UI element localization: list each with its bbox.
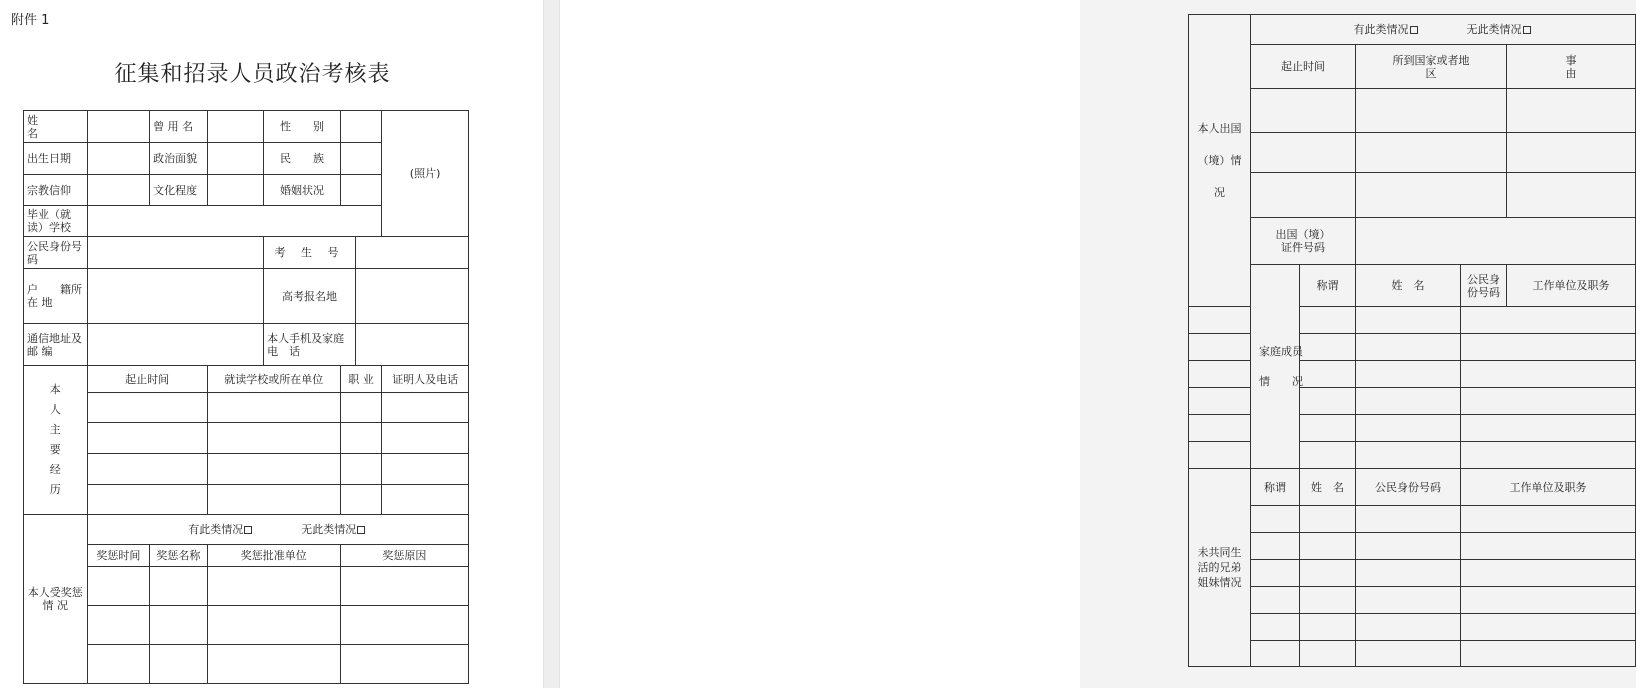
exp-period-header: 起止时间 <box>87 366 207 393</box>
member-work-header: 工作单位及职务 <box>1507 265 1636 307</box>
family-label: 家庭成员情 况 <box>1251 265 1300 469</box>
abroad-case-selector <box>1251 15 1636 45</box>
address-label: 通信地址及 邮 编 <box>24 324 88 366</box>
exam-number-label: 考 生 号 <box>264 237 356 269</box>
relation-header: 称谓 <box>1251 469 1300 506</box>
sibling-row <box>1189 533 1636 560</box>
experience-row <box>24 423 469 454</box>
hukou-field[interactable] <box>87 269 264 324</box>
award-label: 本人受奖惩 情 况 <box>24 515 88 684</box>
siblings-label: 未共同生活的兄弟姐妹情况 <box>1189 469 1251 667</box>
passport-label: 出国（境）证件号码 <box>1251 218 1356 265</box>
exp-witness-header: 证明人及电话 <box>382 366 469 393</box>
id-number-field[interactable] <box>87 237 264 269</box>
abroad-reason-header: 事由 <box>1507 45 1636 89</box>
award-unit-header: 奖惩批准单位 <box>207 545 340 567</box>
member-id-header: 公民身份号码 <box>1461 265 1507 307</box>
has-case-text: 有此类情况 <box>188 523 244 536</box>
marital-label: 婚姻状况 <box>264 175 341 206</box>
abroad-period-header: 起止时间 <box>1251 45 1356 89</box>
award-time-header: 奖惩时间 <box>87 545 150 567</box>
award-case-selector <box>87 515 468 545</box>
has-case-text: 有此类情况 <box>1353 23 1409 36</box>
gender-field[interactable] <box>340 111 381 143</box>
exam-place-field[interactable] <box>355 269 468 324</box>
exam-number-field[interactable] <box>355 237 468 269</box>
no-case-text: 无此类情况 <box>301 523 357 536</box>
experience-row <box>24 485 469 515</box>
marital-field[interactable] <box>340 175 381 206</box>
abroad-place-header: 所到国家或者地区 <box>1356 45 1507 89</box>
abroad-label: 本人出国（境）情况 <box>1189 15 1251 307</box>
school-field[interactable] <box>87 206 382 237</box>
political-status-field[interactable] <box>207 143 264 175</box>
sibling-row <box>1189 641 1636 667</box>
exp-school-header: 就读学校或所在单位 <box>207 366 340 393</box>
sibling-row <box>1189 506 1636 533</box>
education-field[interactable] <box>207 175 264 206</box>
political-status-label: 政治面貌 <box>150 143 208 175</box>
photo-box: (照片) <box>382 111 469 237</box>
exam-place-label: 高考报名地 <box>264 269 356 324</box>
award-reason-header: 奖惩原因 <box>340 545 468 567</box>
award-row <box>24 645 469 684</box>
gender-label: 性 别 <box>264 111 341 143</box>
has-case-checkbox[interactable] <box>1410 26 1418 34</box>
sibling-row <box>1189 614 1636 641</box>
member-work-header: 工作单位及职务 <box>1461 469 1636 506</box>
address-field[interactable] <box>87 324 264 366</box>
birth-date-field[interactable] <box>87 143 150 175</box>
phone-label: 本人手机及家庭 电 话 <box>264 324 356 366</box>
has-case-checkbox[interactable] <box>244 526 252 534</box>
hukou-label: 户 籍所 在 地 <box>24 269 88 324</box>
sibling-row <box>1189 560 1636 587</box>
award-name-header: 奖惩名称 <box>150 545 208 567</box>
political-review-form-part2 <box>1188 14 1636 667</box>
ethnicity-label: 民 族 <box>264 143 341 175</box>
religion-field[interactable] <box>87 175 150 206</box>
experience-row <box>24 454 469 485</box>
page-title: 征集和招录人员政治考核表 <box>114 62 391 87</box>
no-case-checkbox[interactable] <box>1523 26 1531 34</box>
former-name-label: 曾 用 名 <box>150 111 208 143</box>
school-label: 毕业（就读）学校 <box>24 206 88 237</box>
education-label: 文化程度 <box>150 175 208 206</box>
award-row <box>24 606 469 645</box>
relation-header: 称谓 <box>1300 265 1356 307</box>
member-name-header: 姓 名 <box>1300 469 1356 506</box>
no-case-checkbox[interactable] <box>357 526 365 534</box>
experience-label: 本人主要经历 <box>24 366 88 515</box>
experience-row <box>24 393 469 423</box>
phone-field[interactable] <box>355 324 468 366</box>
id-number-label: 公民身份号 码 <box>24 237 88 269</box>
attachment-label: 附件 1 <box>11 13 50 28</box>
no-case-text: 无此类情况 <box>1466 23 1522 36</box>
ethnicity-field[interactable] <box>340 143 381 175</box>
sibling-row <box>1189 587 1636 614</box>
page-left <box>0 0 543 688</box>
birth-date-label: 出生日期 <box>24 143 88 175</box>
exp-job-header: 职 业 <box>340 366 381 393</box>
member-name-header: 姓 名 <box>1356 265 1461 307</box>
abroad-row <box>1189 133 1636 173</box>
political-review-form-part1 <box>23 110 469 684</box>
page-right <box>560 0 1610 688</box>
abroad-row <box>1189 173 1636 218</box>
name-label: 姓 名 <box>24 111 88 143</box>
former-name-field[interactable] <box>207 111 264 143</box>
abroad-row <box>1189 89 1636 133</box>
religion-label: 宗教信仰 <box>24 175 88 206</box>
award-row <box>24 567 469 606</box>
page-gap <box>543 0 560 688</box>
passport-field[interactable] <box>1356 218 1636 265</box>
member-id-header: 公民身份号码 <box>1356 469 1461 506</box>
name-field[interactable] <box>87 111 150 143</box>
